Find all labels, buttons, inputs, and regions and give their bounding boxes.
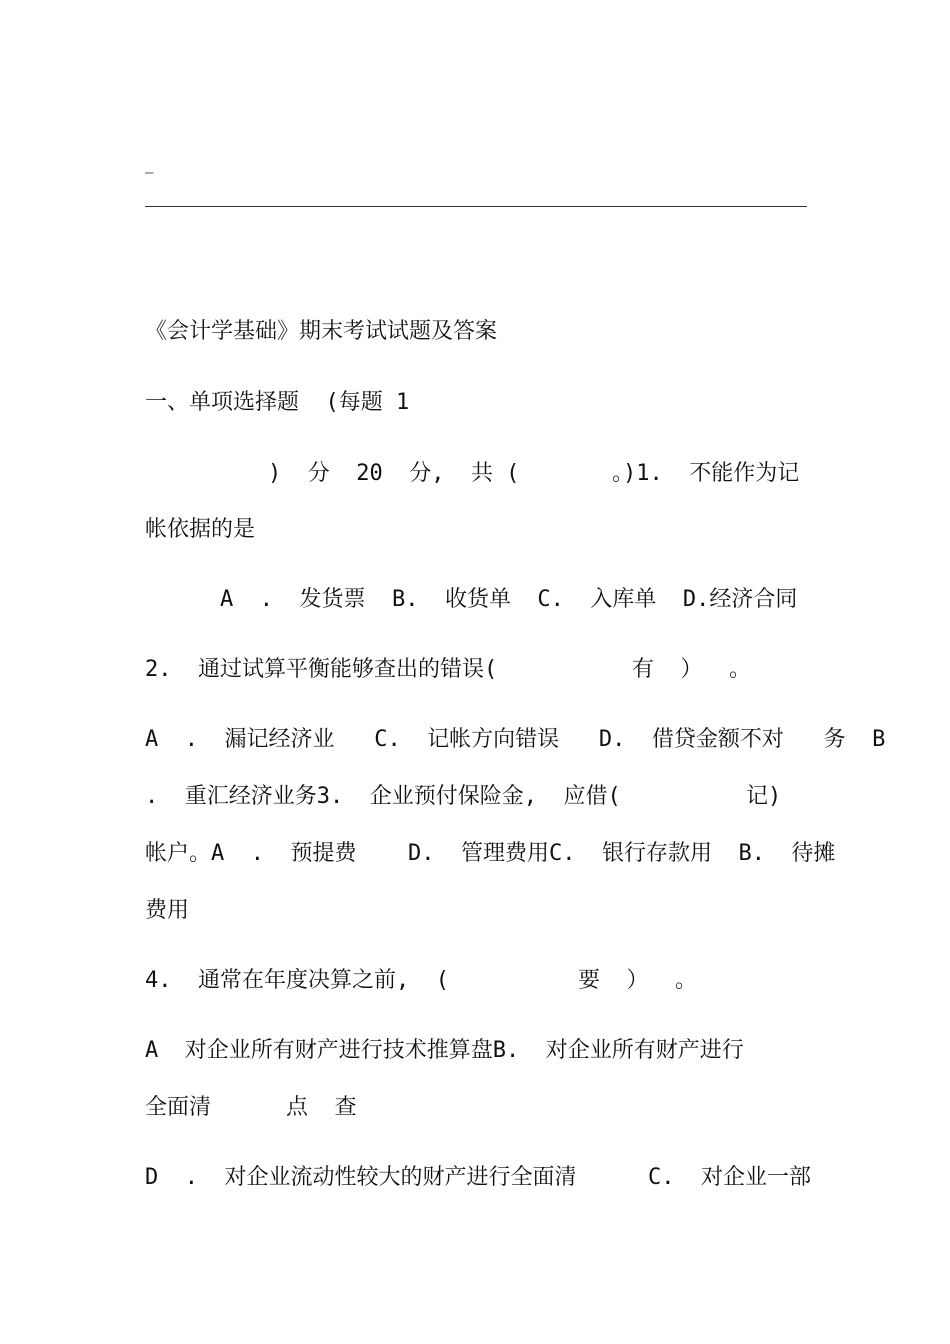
section-heading: 一、单项选择题 (每题 1 <box>145 390 410 415</box>
header-mark: – <box>145 165 154 181</box>
question-4: 4. 通常在年度决算之前, ( <box>145 968 449 993</box>
text-line: 帐依据的是 <box>145 517 256 542</box>
text-line: 有 ） 。 <box>632 657 751 682</box>
question-1-options: A . 发货票 B. 收货单 C. 入库单 D.经济合同 <box>220 587 798 612</box>
text-line: 记) <box>746 784 782 809</box>
question-2-options: A . 漏记经济业 C. 记帐方向错误 D. 借贷金额不对 务 B <box>145 727 886 752</box>
question-2: 2. 通过试算平衡能够查出的错误( <box>145 657 498 682</box>
question-4-options: A 对企业所有财产进行技术推算盘B. 对企业所有财产进行 <box>145 1038 744 1063</box>
text-line: 费用 <box>145 898 190 923</box>
text-line: ) 分 20 分, 共 ( <box>268 461 520 486</box>
text-line: 。)1. 不能作为记 <box>612 461 800 486</box>
text-line: D. 管理费用C. 银行存款用 B. 待摊 <box>408 841 836 866</box>
text-line: 全面清 <box>145 1095 212 1120</box>
question-3: . 重汇经济业务3. 企业预付保险金, 应借( <box>145 784 621 809</box>
header-rule <box>145 206 807 207</box>
question-3-options: 帐户。A . 预提费 <box>145 841 357 866</box>
text-line: 要 ） 。 <box>578 968 697 993</box>
text-line: 点 查 <box>286 1095 357 1120</box>
document-title: 《会计学基础》期末考试试题及答案 <box>145 319 498 344</box>
text-line: C. 对企业一部 <box>648 1165 811 1190</box>
text-line: D . 对企业流动性较大的财产进行全面清 <box>145 1165 577 1190</box>
